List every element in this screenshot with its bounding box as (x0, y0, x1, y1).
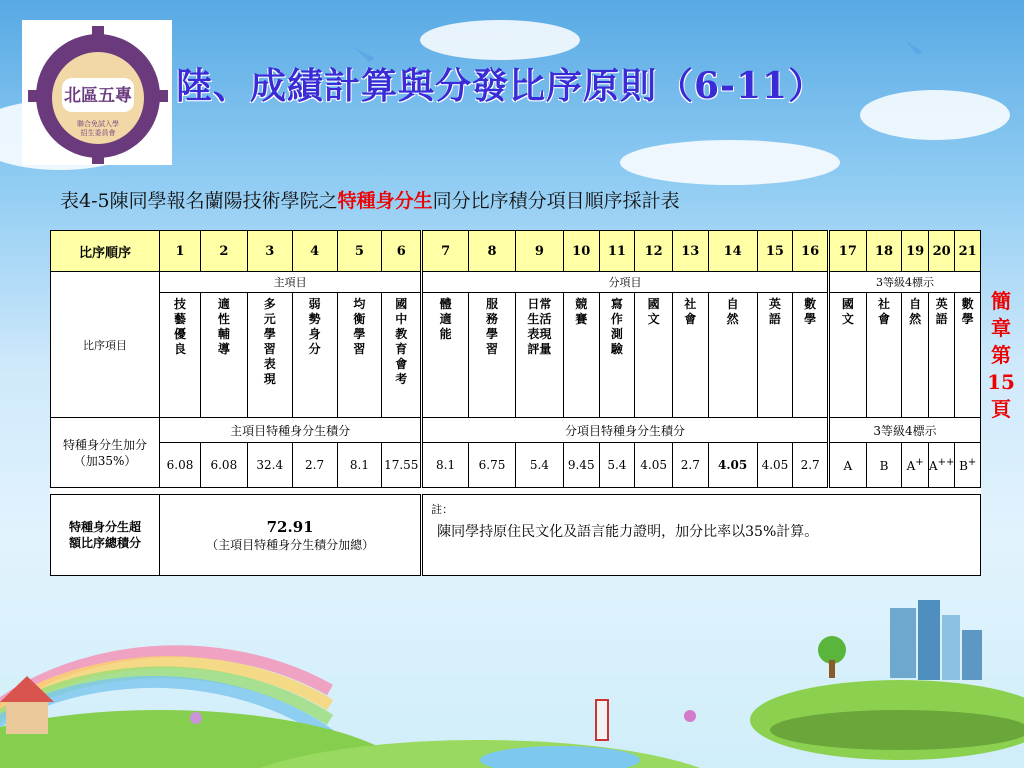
grade-sup: ++ (937, 457, 955, 468)
group-header-grade: 3等級4標示 (828, 272, 980, 293)
item-label: 國文 (841, 297, 854, 326)
item-label: 國文 (647, 297, 660, 326)
item-label: 競賽 (575, 297, 588, 326)
grade-letter: A (843, 459, 853, 473)
item-cell (422, 293, 469, 418)
item-cell (757, 293, 793, 418)
group-header-sub: 分項目 (422, 272, 829, 293)
item-label: 社會 (878, 297, 891, 326)
item-label: 社會 (684, 297, 697, 326)
bonus-value: 8.1 (422, 443, 469, 488)
order-number: 15 (757, 231, 793, 272)
order-number: 21 (955, 231, 981, 272)
bonus-value: 5.4 (515, 443, 563, 488)
order-number: 5 (337, 231, 382, 272)
order-number: 8 (469, 231, 516, 272)
order-number: 18 (866, 231, 902, 272)
bonus-value: 32.4 (247, 443, 292, 488)
items-row (51, 293, 981, 418)
item-cell (635, 293, 673, 418)
bonus-values-row (51, 443, 981, 488)
item-cell (515, 293, 563, 418)
item-cell (599, 293, 635, 418)
item-cell (902, 293, 929, 418)
grade-value (955, 443, 981, 488)
total-row (51, 495, 981, 576)
item-cell (160, 293, 201, 418)
note-text: 陳同學持原住民文化及語言能力證明，加分比率以35%計算。 (437, 524, 819, 540)
bonus-header-row (51, 418, 981, 443)
note-cell (422, 495, 981, 576)
item-cell (382, 293, 422, 418)
bonus-value: 17.55 (382, 443, 422, 488)
bonus-value: 6.08 (200, 443, 247, 488)
bonus-value: 5.4 (599, 443, 635, 488)
caption-text: 同分比序積分項目順序採計表 (432, 190, 680, 212)
total-value: 72.91 (266, 517, 314, 536)
bonus-value: 9.45 (563, 443, 599, 488)
item-cell (247, 293, 292, 418)
order-number: 12 (635, 231, 673, 272)
item-label: 國中教育會考 (395, 297, 408, 386)
grade-letter: B (879, 459, 889, 473)
item-label: 多元學習表現 (263, 297, 276, 386)
row-label: 比序順序 (51, 231, 160, 272)
grade-letter: B (959, 459, 968, 473)
bonus-value: 8.1 (337, 443, 382, 488)
total-label-line: 特種身分生超 (69, 520, 142, 534)
score-table (50, 230, 981, 576)
logo-text: 北區五專 (64, 86, 132, 106)
grade-value (928, 443, 955, 488)
item-label: 數學 (804, 297, 817, 326)
total-label (51, 495, 160, 576)
order-number: 13 (672, 231, 708, 272)
gap-row (51, 488, 981, 495)
caption-highlight: 特種身分生 (337, 190, 433, 212)
order-number: 9 (515, 231, 563, 272)
bonus-value: 2.7 (672, 443, 708, 488)
item-cell (708, 293, 757, 418)
total-value-cell (160, 495, 422, 576)
item-cell (337, 293, 382, 418)
order-number: 10 (563, 231, 599, 272)
grade-letter: A (928, 459, 938, 473)
side-note-char: 第 (991, 343, 1011, 367)
grade-letter: A (906, 459, 916, 473)
bonus-label: 特種身分生加分 (63, 437, 148, 452)
side-note-char: 章 (991, 316, 1011, 340)
bonus-value: 6.75 (469, 443, 516, 488)
grade-sup: + (915, 457, 924, 468)
order-number: 3 (247, 231, 292, 272)
group-header-row (51, 272, 981, 293)
gap-cell (51, 488, 981, 495)
logo-subtext: 招生委員會 (80, 129, 116, 137)
order-number: 1 (160, 231, 201, 272)
bonus-header-sub: 分項目特種身分生積分 (422, 418, 829, 443)
order-number: 6 (382, 231, 422, 272)
bonus-value: 2.7 (292, 443, 337, 488)
order-number: 19 (902, 231, 929, 272)
item-label: 自然 (726, 297, 739, 326)
item-cell (866, 293, 902, 418)
side-note (982, 288, 1020, 423)
item-cell (200, 293, 247, 418)
item-cell (828, 293, 866, 418)
bonus-header-main: 主項目特種身分生積分 (160, 418, 422, 443)
bonus-value: 6.08 (160, 443, 201, 488)
logo-subtext: 聯合免試入學 (77, 120, 119, 128)
item-label: 寫作測驗 (610, 297, 623, 356)
item-label: 適性輔導 (217, 297, 230, 356)
item-cell (793, 293, 829, 418)
bonus-header-grade: 3等級4標示 (828, 418, 980, 443)
item-label: 體適能 (439, 297, 452, 341)
table-caption (60, 186, 680, 213)
item-label: 弱勢身分 (308, 297, 321, 356)
order-number: 20 (928, 231, 955, 272)
side-note-char: 簡 (991, 289, 1011, 313)
item-cell (563, 293, 599, 418)
logo-emblem (22, 20, 172, 165)
grade-value (828, 443, 866, 488)
bonus-value: 4.05 (635, 443, 673, 488)
order-number: 4 (292, 231, 337, 272)
row-label (51, 418, 160, 488)
order-number: 14 (708, 231, 757, 272)
slide-title: 陸、成績計算與分發比序原則（6-11） (176, 65, 826, 107)
order-row (51, 231, 981, 272)
note-label: 註： (431, 503, 454, 516)
item-label: 數學 (961, 297, 974, 326)
bonus-value: 4.05 (757, 443, 793, 488)
item-label: 技藝優良 (173, 297, 186, 356)
item-cell (292, 293, 337, 418)
order-number: 17 (828, 231, 866, 272)
side-note-char: 頁 (991, 397, 1011, 421)
item-label: 服務學習 (485, 297, 498, 356)
item-cell (928, 293, 955, 418)
group-header-main: 主項目 (160, 272, 422, 293)
order-number: 11 (599, 231, 635, 272)
bonus-value: 2.7 (793, 443, 829, 488)
bonus-label: （加35%） (73, 453, 137, 468)
side-note-char: 15 (987, 370, 1015, 394)
grade-value (866, 443, 902, 488)
item-label: 均衡學習 (353, 297, 366, 356)
item-cell (672, 293, 708, 418)
item-cell (469, 293, 516, 418)
item-label: 英語 (935, 297, 948, 326)
item-label: 英語 (768, 297, 781, 326)
item-label: 日常生活表現評量 (527, 297, 552, 356)
row-label: 比序項目 (51, 272, 160, 418)
item-label: 自然 (909, 297, 922, 326)
order-number: 2 (200, 231, 247, 272)
bonus-value: 4.05 (708, 443, 757, 488)
order-number: 16 (793, 231, 829, 272)
grade-value (902, 443, 929, 488)
grade-sup: + (967, 457, 977, 468)
total-value-note: （主項目特種身分生積分加總） (206, 537, 375, 552)
item-cell (955, 293, 981, 418)
caption-text: 表4-5陳同學報名蘭陽技術學院之 (60, 190, 338, 212)
order-number: 7 (422, 231, 469, 272)
total-label-line: 額比序總積分 (69, 536, 142, 550)
